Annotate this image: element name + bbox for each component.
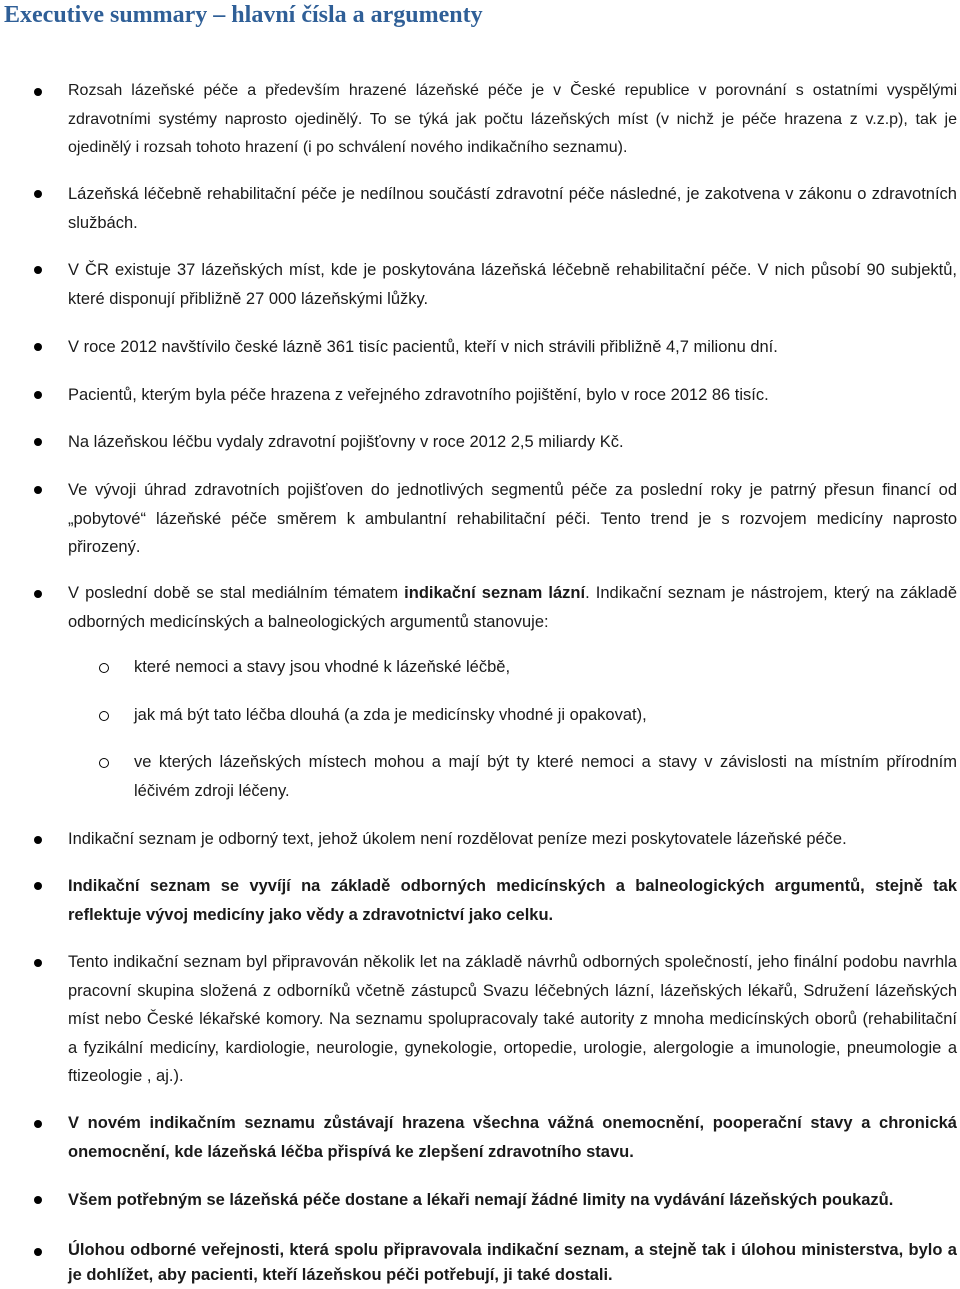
- list-item: V roce 2012 navštívilo české lázně 361 tisíc pacientů, kteří v nich strávili přibližně 4,7 milionu dní.: [68, 338, 778, 356]
- sub-list-item: které nemoci a stavy jsou vhodné k lázeňské léčbě,: [134, 658, 511, 676]
- bullet-icon: [34, 882, 42, 890]
- item-text-before: V poslední době se stal mediálním tématem: [68, 584, 405, 602]
- bullet-icon: [34, 266, 42, 274]
- item-text-after: . Indikační seznam je nástrojem, který na základě odborných medicínských a balneologických argumentů stanovuje:: [68, 584, 958, 631]
- bullet-icon: [34, 438, 42, 446]
- bullet-icon: [34, 1120, 42, 1128]
- list-item: Rozsah lázeňské péče a především hrazené lázeňské péče je v České republice v porovnání s ostatními vyspělými zdravotními systémy naprosto ojedinělý. To se týká jak počtu lázeňských míst (v nichž je péče hrazena z v.z.p), tak je ojedinělý i rozsah tohoto hrazení (i po schválení nového indikačního seznamu).: [68, 82, 957, 156]
- bullet-icon: [34, 1248, 42, 1256]
- list-item: [68, 579, 957, 636]
- bullet-icon: [34, 391, 42, 399]
- bullet-icon: [34, 343, 42, 351]
- list-item: V novém indikačním seznamu zůstávají hrazena všechna vážná onemocnění, pooperační stavy a chronická onemocnění, kde lázeňská léčba přispívá ke zlepšení zdravotního stavu.: [68, 1114, 957, 1161]
- sub-bullet-icon: [99, 758, 109, 768]
- bullet-icon: [34, 190, 42, 198]
- bullet-icon: [34, 590, 42, 598]
- bullet-icon: [34, 486, 42, 494]
- list-item: Všem potřebným se lázeňská péče dostane a lékaři nemají žádné limity na vydávání lázeňských poukazů.: [68, 1191, 894, 1209]
- bullet-icon: [34, 88, 42, 96]
- list-item: Tento indikační seznam byl připravován několik let na základě návrhů odborných společností, jeho finální podobu navrhla pracovní skupina složená z odborníků včetně zástupců Svazu léčebných lázní, lázeňských lékařů, Sdružení lázeňských míst nebo České lékařské komory. Na seznamu spolupracovaly také autority z mnoha medicínských oborů (rehabilitační a fyzikální medicíny, kardiologie, neurologie, gynekologie, ortopedie, urologie, alergologie a imunologie, pneumologie a ftizeologie , aj.).: [68, 953, 957, 1085]
- sub-bullet-icon: [99, 711, 109, 721]
- list-item: Pacientů, kterým byla péče hrazena z veřejného zdravotního pojištění, bylo v roce 2012 86 tisíc.: [68, 386, 769, 404]
- list-item: Indikační seznam se vyvíjí na základě odborných medicínských a balneologických argumentů, stejně tak reflektuje vývoj medicíny jako vědy a zdravotnictví jako celku.: [68, 877, 957, 924]
- bullet-icon: [34, 836, 42, 844]
- bullet-icon: [34, 1196, 42, 1204]
- page-title: Executive summary – hlavní čísla a argumenty: [4, 2, 483, 28]
- item-text-bold: indikační seznam lázní: [404, 584, 586, 602]
- list-item: Indikační seznam je odborný text, jehož úkolem není rozdělovat peníze mezi poskytovatele lázeňské péče.: [68, 830, 847, 848]
- sub-list-item: ve kterých lázeňských místech mohou a mají být ty které nemoci a stavy v závislosti na místním přírodním léčivém zdroji léčeny.: [134, 753, 957, 800]
- sub-list-item: jak má být tato léčba dlouhá (a zda je medicínsky vhodné ji opakovat),: [134, 706, 647, 724]
- list-item: V ČR existuje 37 lázeňských míst, kde je poskytována lázeňská léčebně rehabilitační péče. V nich působí 90 subjektů, které disponují přibližně 27 000 lázeňskými lůžky.: [68, 261, 957, 308]
- list-item: Úlohou odborné veřejnosti, která spolu připravovala indikační seznam, a stejně tak i úlohou ministerstva, bylo a je dohlížet, aby pacienti, kteří lázeňskou péči potřebují, ji také dostali.: [68, 1241, 957, 1284]
- sub-bullet-icon: [99, 663, 109, 673]
- list-item: Ve vývoji úhrad zdravotních pojišťoven do jednotlivých segmentů péče za poslední roky je patrný přesun financí od „pobytové“ lázeňské péče směrem k ambulantní rehabilitační péči. Tento trend je s rozvojem medicíny naprosto přirozený.: [68, 481, 957, 556]
- list-item: Lázeňská léčebně rehabilitační péče je nedílnou součástí zdravotní péče následné, je zakotvena v zákonu o zdravotních službách.: [68, 185, 957, 232]
- bullet-icon: [34, 959, 42, 967]
- list-item: Na lázeňskou léčbu vydaly zdravotní pojišťovny v roce 2012 2,5 miliardy Kč.: [68, 433, 624, 451]
